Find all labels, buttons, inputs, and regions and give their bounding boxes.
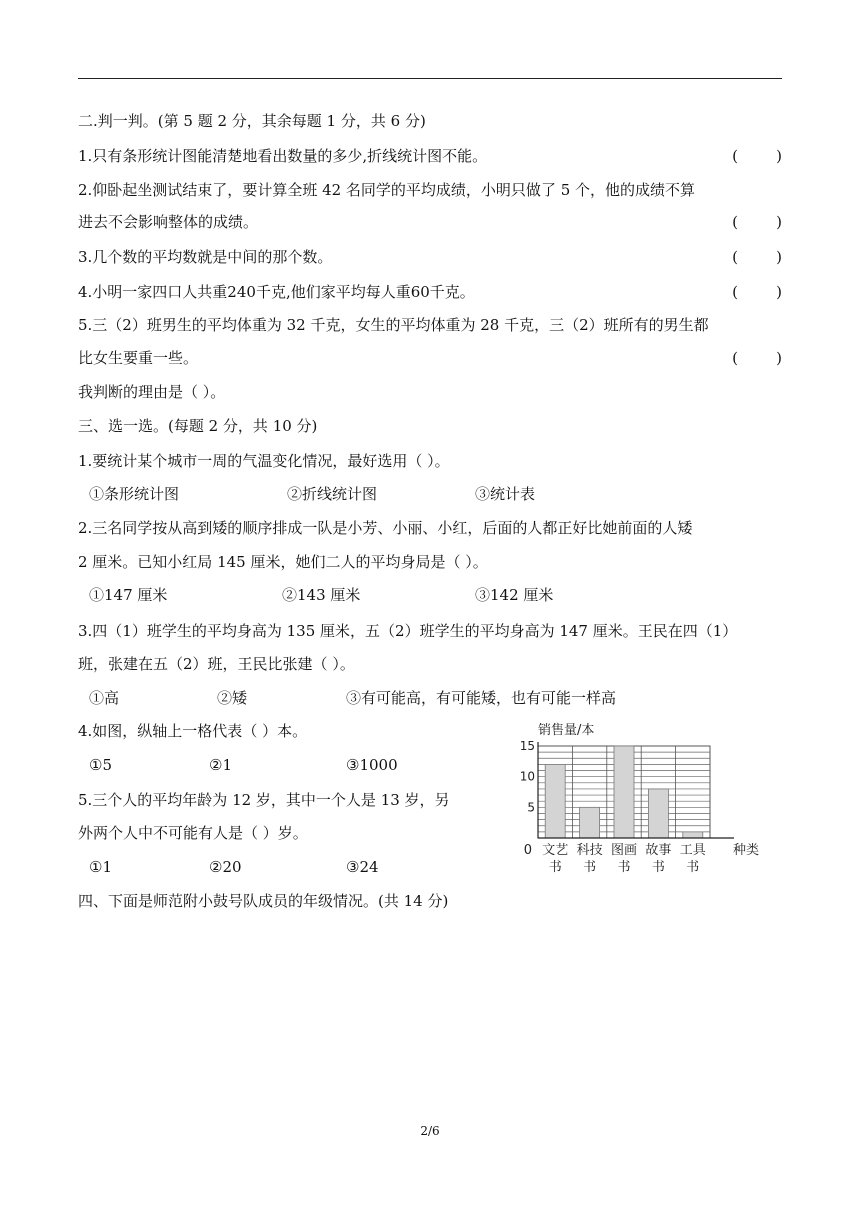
choice-q5-option-1[interactable]: ①1 xyxy=(89,858,112,876)
chart-category-label-1: 文艺 xyxy=(542,843,569,858)
section2-heading: 二.判一判。(第 5 题 2 分，其余每题 1 分，共 6 分) xyxy=(78,112,426,130)
chart-category-label-3: 图画 xyxy=(610,843,638,858)
chart-category-label-2-line2: 书 xyxy=(583,860,597,875)
answer-paren-q4[interactable]: ( ) xyxy=(732,283,782,301)
choice-q1-option-3[interactable]: ③统计表 xyxy=(475,485,536,503)
answer-paren-q3[interactable]: ( ) xyxy=(732,248,782,266)
choice-q2-line1: 2.三名同学按从高到矮的顺序排成一队是小芳、小丽、小红，后面的人都正好比她前面的人矮 xyxy=(78,519,693,537)
chart-bar-5 xyxy=(683,832,703,838)
chart-origin-label: 0 xyxy=(523,843,532,858)
chart-category-label-3-line2: 书 xyxy=(617,860,631,875)
chart-category-label-4: 故事 xyxy=(645,843,672,858)
choice-q5-line1: 5.三个人的平均年龄为 12 岁，其中一个人是 13 岁，另 xyxy=(78,791,450,809)
chart-bars xyxy=(545,746,703,838)
choice-q5-option-2[interactable]: ②20 xyxy=(209,858,242,876)
choice-q4-option-1[interactable]: ①5 xyxy=(89,756,112,774)
chart-ylabel: 销售量/本 xyxy=(538,723,595,738)
choice-q3-option-2[interactable]: ②矮 xyxy=(217,689,248,707)
chart-axes xyxy=(538,742,734,838)
answer-paren-q2[interactable]: ( ) xyxy=(732,213,782,231)
judge-q3: 3.几个数的平均数就是中间的那个数。 xyxy=(78,248,333,266)
page-number: 2/6 xyxy=(420,1124,440,1138)
choice-q3-option-3[interactable]: ③有可能高，有可能矮，也有可能一样高 xyxy=(346,689,617,707)
judge-q1: 1.只有条形统计图能清楚地看出数量的多少,折线统计图不能。 xyxy=(78,147,488,165)
choice-q5-line2: 外两个人中不可能有人是（ ）岁。 xyxy=(78,824,308,842)
choice-q3-option-1[interactable]: ①高 xyxy=(89,689,120,707)
chart-bar-2 xyxy=(580,807,600,838)
choice-q4-option-2[interactable]: ②1 xyxy=(209,756,232,774)
answer-paren-q1[interactable]: ( ) xyxy=(732,147,782,165)
judge-q4: 4.小明一家四口人共重240千克,他们家平均每人重60千克。 xyxy=(78,283,475,301)
section3-heading: 三、选一选。(每题 2 分，共 10 分) xyxy=(78,417,318,435)
judge-q5-line2: 比女生要重一些。 xyxy=(78,349,199,367)
chart-category-label-2: 科技 xyxy=(576,843,603,858)
answer-paren-q5[interactable]: ( ) xyxy=(732,349,782,367)
choice-q3-line1: 3.四（1）班学生的平均身高为 135 厘米，五（2）班学生的平均身高为 147 厘米。王民在四（1） xyxy=(78,622,738,640)
chart-ytick-15: 15 xyxy=(519,739,535,753)
choice-q4-option-3[interactable]: ③1000 xyxy=(346,756,398,774)
chart-bar-3 xyxy=(614,746,634,838)
sales-bar-chart xyxy=(512,716,760,876)
chart-category-label-5-line2: 书 xyxy=(686,860,700,875)
choice-q4: 4.如图，纵轴上一格代表（ ）本。 xyxy=(78,722,308,740)
choice-q5-option-3[interactable]: ③24 xyxy=(346,858,379,876)
choice-q1-option-2[interactable]: ②折线统计图 xyxy=(287,485,378,503)
section4-heading: 四、下面是师范附小鼓号队成员的年级情况。(共 14 分) xyxy=(78,892,449,910)
choice-q2-line2: 2 厘米。已知小红局 145 厘米，她们二人的平均身局是（ ）。 xyxy=(78,553,488,571)
chart-category-label-1-line2: 书 xyxy=(548,860,562,875)
chart-xlabel: 种类 xyxy=(732,843,760,858)
reason-line[interactable]: 我判断的理由是（ ）。 xyxy=(78,383,226,401)
choice-q2-option-1[interactable]: ①147 厘米 xyxy=(89,586,168,604)
judge-q5-line1: 5.三（2）班男生的平均体重为 32 千克，女生的平均体重为 28 千克，三（2）班所有的男生都 xyxy=(78,316,709,334)
choice-q2-option-2[interactable]: ②143 厘米 xyxy=(282,586,361,604)
chart-ytick-5: 5 xyxy=(527,800,535,815)
choice-q1: 1.要统计某个城市一周的气温变化情况，最好选用（ ）。 xyxy=(78,452,450,470)
judge-q2-line2: 进去不会影响整体的成绩。 xyxy=(78,213,259,231)
chart-bar-4 xyxy=(648,789,668,838)
header-rule xyxy=(78,78,782,79)
chart-ytick-10: 10 xyxy=(519,769,535,784)
chart-category-label-4-line2: 书 xyxy=(651,860,665,875)
choice-q3-line2: 班，张建在五（2）班，王民比张建（ ）。 xyxy=(78,655,355,673)
choice-q2-option-3[interactable]: ③142 厘米 xyxy=(475,586,554,604)
judge-q2-line1: 2.仰卧起坐测试结束了，要计算全班 42 名同学的平均成绩，小明只做了 5 个，他的成绩不算 xyxy=(78,181,696,199)
chart-bar-1 xyxy=(545,764,565,838)
chart-category-label-5: 工具 xyxy=(679,843,706,858)
choice-q1-option-1[interactable]: ①条形统计图 xyxy=(89,485,180,503)
